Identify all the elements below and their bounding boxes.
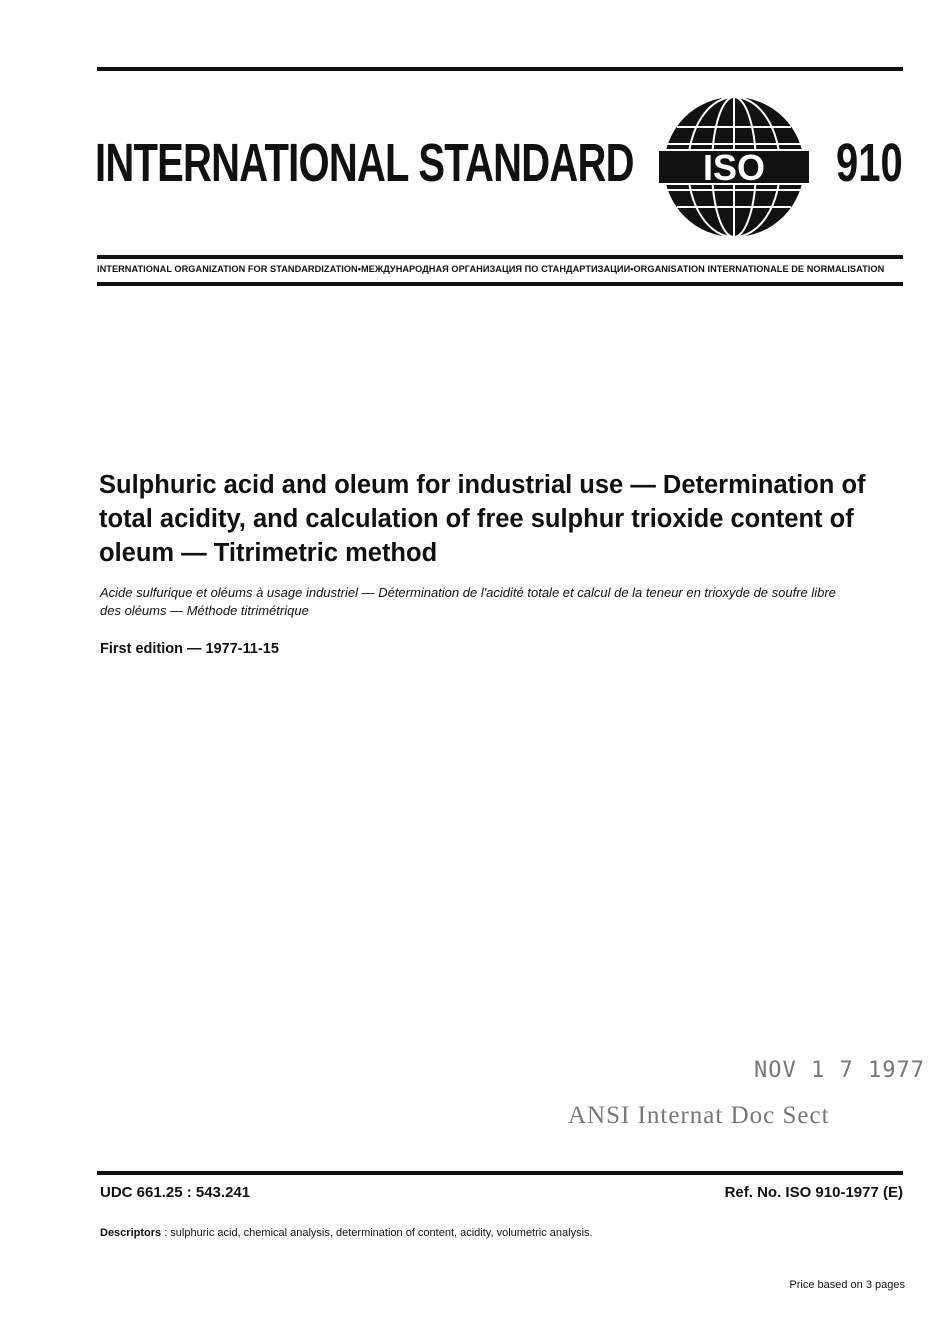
received-stamp-date: NOV 1 7 1977	[754, 1058, 925, 1083]
reference-number: Ref. No. ISO 910-1977 (E)	[724, 1184, 903, 1201]
french-title: Acide sulfurique et oléums à usage industriel — Détermination de l'acidité totale et calcul de la teneur en trioxyde de soufre libre des oléums — Méthode titrimétrique	[100, 585, 836, 618]
received-stamp-text: ANSI Internat Doc Sect	[568, 1102, 830, 1129]
price-note: Price based on 3 pages	[789, 1279, 905, 1291]
document-title: Sulphuric acid and oleum for industrial use — Determination of total acidity, and calculation of free sulphur trioxide content of oleum — Titrimetric method	[99, 471, 866, 567]
organization-line: INTERNATIONAL ORGANIZATION FOR STANDARDIZATION•МЕЖДУНАРОДНАЯ ОРГАНИЗАЦИЯ ПО СТАНДАРТИЗАЦИИ•ORGANISATION INTERNATIONALE DE NORMALISATION	[97, 264, 885, 274]
udc-number: UDC 661.25 : 543.241	[100, 1184, 251, 1201]
footer-rule	[97, 1171, 903, 1175]
main-title: INTERNATIONAL STANDARD	[95, 133, 634, 193]
iso-logo	[659, 92, 809, 242]
edition-line: First edition — 1977-11-15	[100, 641, 279, 657]
standard-number: 910	[836, 133, 903, 193]
descriptors-text: : sulphuric acid, chemical analysis, determination of content, acidity, volumetric analysis.	[161, 1227, 593, 1239]
header-rule	[97, 255, 903, 259]
logo-text: ISO	[702, 147, 766, 188]
descriptors	[100, 1227, 593, 1239]
top-rule	[97, 67, 903, 71]
org-rule	[97, 282, 903, 286]
descriptors-label: Descriptors	[100, 1227, 162, 1239]
